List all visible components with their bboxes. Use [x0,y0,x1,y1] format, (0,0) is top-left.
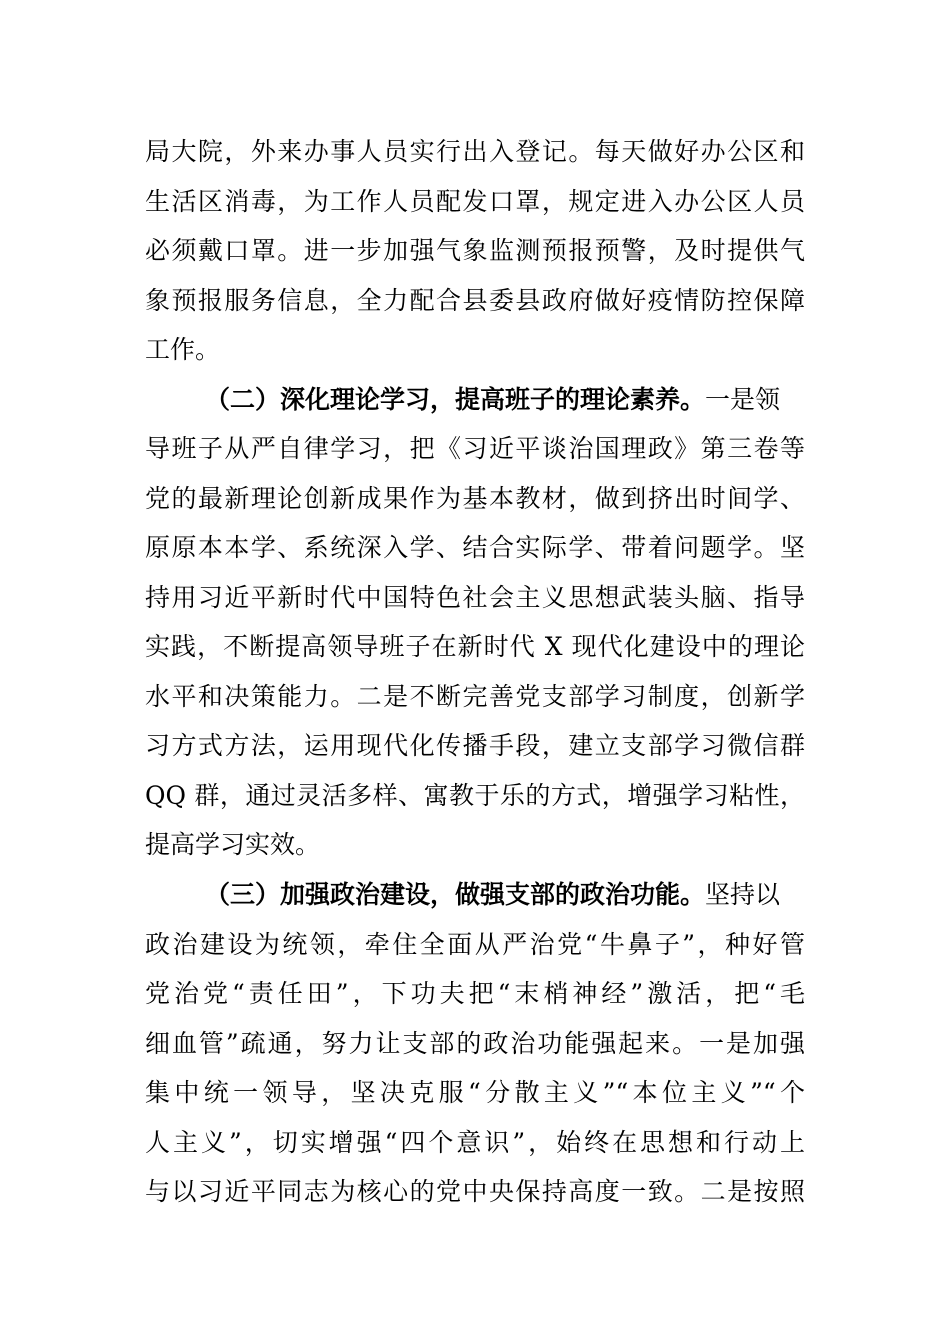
section-heading: （二）深化理论学习，提高班子的理论素养。 [205,385,706,414]
section-heading-line [205,875,805,915]
section-first-line-text: 一是领 [705,385,781,414]
paragraph-line: 党的最新理论创新成果作为基本教材，做到挤出时间学、 [145,484,805,513]
paragraph-line: QQ 群，通过灵活多样、寓教于乐的方式，增强学习粘性， [145,781,805,810]
paragraph-line: 生活区消毒，为工作人员配发口罩，规定进入办公区人员 [145,187,805,216]
section-heading-line [205,380,805,420]
section-first-line-text: 坚持以 [705,880,781,909]
paragraph-line: 与以习近平同志为核心的党中央保持高度一致。二是按照 [145,1177,805,1206]
paragraph-line: 实践，不断提高领导班子在新时代 X 现代化建设中的理论 [145,632,805,661]
paragraph-line: 工作。 [145,335,221,364]
paragraph-line: 政治建设为统领，牵住全面从严治党“牛鼻子”，种好管 [145,930,805,959]
paragraph-line: 人主义”，切实增强“四个意识”，始终在思想和行动上 [145,1128,805,1157]
paragraph-line: 必须戴口罩。进一步加强气象监测预报预警，及时提供气 [145,236,805,265]
paragraph-line: 提高学习实效。 [145,830,321,859]
paragraph-line: 象预报服务信息，全力配合县委县政府做好疫情防控保障 [145,286,805,315]
paragraph-line: 集中统一领导，坚决克服“分散主义”“本位主义”“个 [145,1078,805,1107]
paragraph-line: 细血管”疏通，努力让支部的政治功能强起来。一是加强 [145,1029,805,1058]
paragraph-line: 持用习近平新时代中国特色社会主义思想武装头脑、指导 [145,583,805,612]
paragraph-line: 导班子从严自律学习，把《习近平谈治国理政》第三卷等 [145,434,805,463]
paragraph-line: 党治党“责任田”，下功夫把“末梢神经”激活，把“毛 [145,979,805,1008]
paragraph-line: 局大院，外来办事人员实行出入登记。每天做好办公区和 [145,137,805,166]
section-heading: （三）加强政治建设，做强支部的政治功能。 [205,880,706,909]
paragraph-line: 原原本本学、系统深入学、结合实际学、带着问题学。坚 [145,533,805,562]
paragraph-line: 水平和决策能力。二是不断完善党支部学习制度，创新学 [145,682,805,711]
paragraph-line: 习方式方法，运用现代化传播手段，建立支部学习微信群 [145,731,805,760]
